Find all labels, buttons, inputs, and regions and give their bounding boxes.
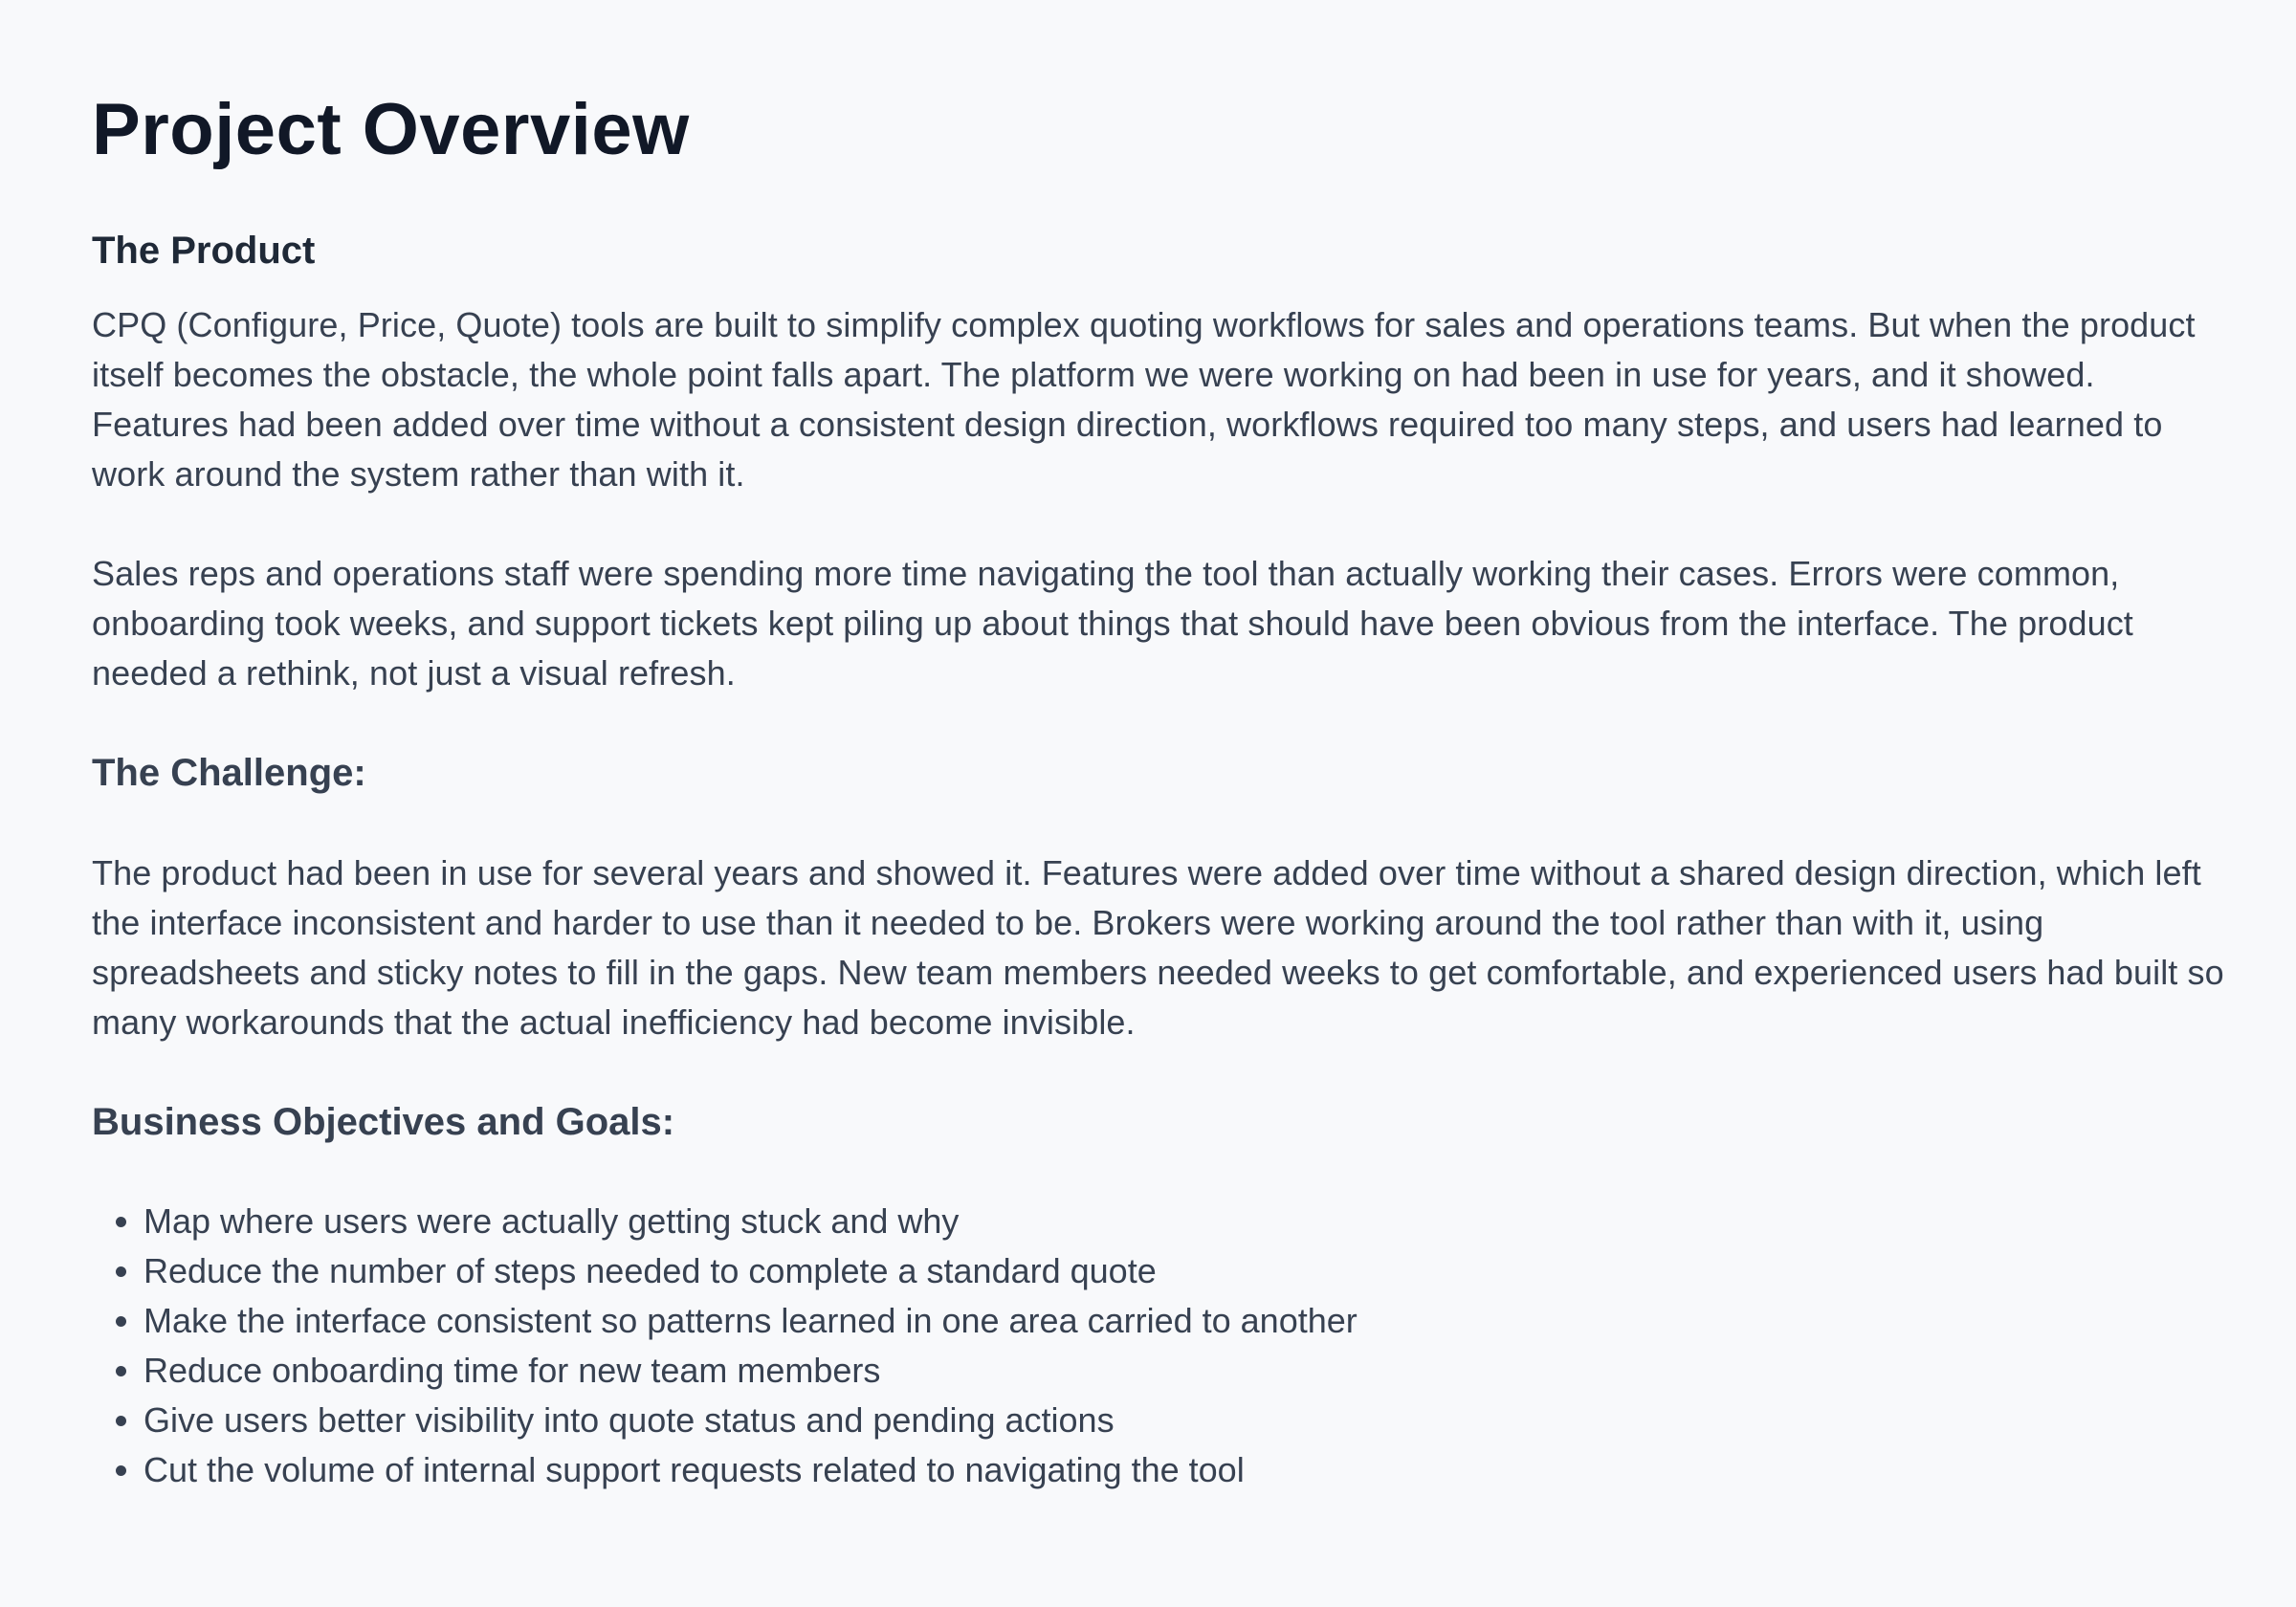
product-heading: The Product	[92, 230, 316, 272]
product-paragraph-1: CPQ (Configure, Price, Quote) tools are built to simplify complex quoting workflows for sales and operations teams. But when the product itself becomes the obstacle, the whole point falls apart. The platform we were working on had been in use for years, and it showed. Features had been added over time without a consistent design direction, workflows required too many steps, and users had learned to work around the system rather than with it.	[92, 305, 2196, 494]
objective-item: • Make the interface consistent so patterns learned in one area carried to another	[144, 1296, 2225, 1346]
objective-item: • Reduce onboarding time for new team members	[144, 1346, 2225, 1396]
page-title: Project Overview	[92, 89, 690, 170]
objective-item: • Reduce the number of steps needed to complete a standard quote	[144, 1246, 2225, 1296]
product-paragraph-2: Sales reps and operations staff were spending more time navigating the tool than actually working their cases. Errors were common, onboarding took weeks, and support tickets kept piling up about things that should have been obvious from the interface. The product needed a rethink, not just a visual refresh.	[92, 554, 2133, 693]
objectives-list	[92, 1197, 2225, 1495]
challenge-section	[92, 748, 2225, 1047]
challenge-paragraph: The product had been in use for several years and showed it. Features were added over time without a shared design direction, which left the interface inconsistent and harder to use than it needed to be. Brokers were working around the tool rather than with it, using spreadsheets and sticky notes to fill in the gaps. New team members needed weeks to get comfortable, and experienced users had built so many workarounds that the actual inefficiency had become invisible.	[92, 853, 2224, 1042]
objective-item: • Map where users were actually getting stuck and why	[144, 1197, 2225, 1246]
objectives-heading: Business Objectives and Goals:	[92, 1101, 675, 1143]
product-section	[92, 226, 2225, 698]
project-overview-page	[92, 82, 2225, 1495]
challenge-heading: The Challenge:	[92, 752, 366, 794]
objective-item: • Cut the volume of internal support requests related to navigating the tool	[144, 1445, 2225, 1495]
objective-item: • Give users better visibility into quote status and pending actions	[144, 1396, 2225, 1445]
objectives-section	[92, 1097, 2225, 1495]
